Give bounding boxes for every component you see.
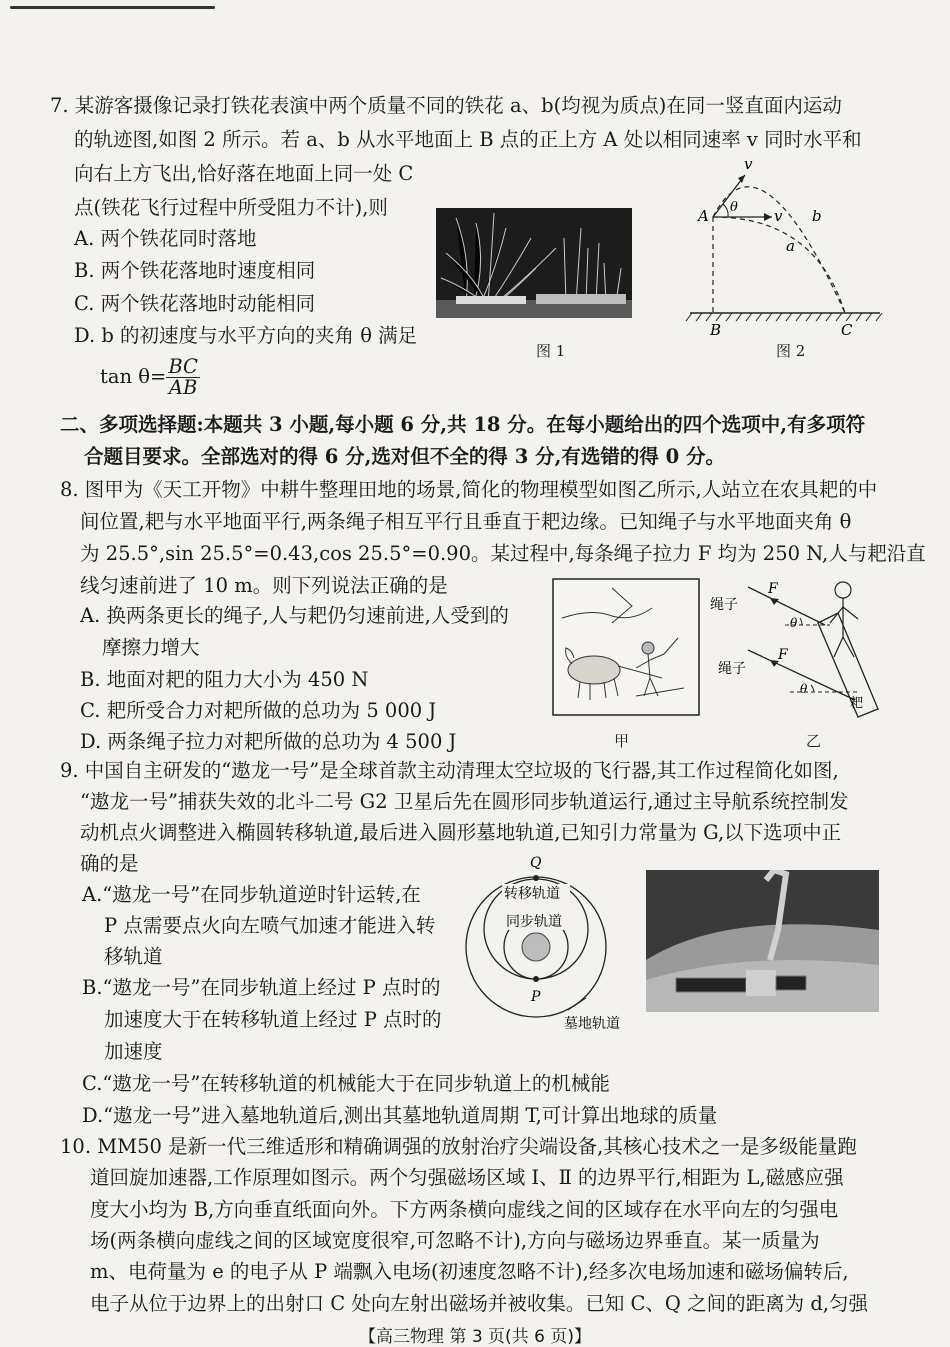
q7-line-4: 点(铁花飞行过程中所受阻力不计),则 (74, 196, 388, 219)
q7-option-d: D. b 的初速度与水平方向的夹角 θ 满足 (74, 324, 418, 347)
q9-option-c: C.“遨龙一号”在转移轨道的机械能大于在同步轨道上的机械能 (82, 1072, 610, 1095)
q9-option-b-cont2: 加速度 (104, 1040, 163, 1063)
fig-space-photo (646, 870, 879, 1012)
rope1-line (748, 587, 825, 625)
q7-formula-num: BC (168, 355, 198, 378)
q8-option-d: D. 两条绳子拉力对耙所做的总功为 4 500 J (80, 730, 457, 753)
q7-option-b: B. 两个铁花落地时速度相同 (74, 259, 316, 282)
q10-line-3: 度大小均为 B,方向垂直纸面向外。下方两条横向虚线之间的区域存在水平向左的匀强电 (90, 1198, 839, 1221)
label-theta: θ (730, 200, 738, 215)
rope1-label: 绳子 (710, 597, 738, 613)
fig-jia-caption: 甲 (614, 732, 630, 750)
q7-formula-fraction (166, 357, 200, 398)
q7-line-1: 7. 某游客摄像记录打铁花表演中两个质量不同的铁花 a、b(均视为质点)在同一竖直面内运动 (50, 94, 842, 117)
label-v-right: v (774, 207, 783, 225)
q8-line-1: 8. 图甲为《天工开物》中耕牛整理田地的场景,简化的物理模型如图乙所示,人站立在农具耙的中 (60, 478, 878, 501)
label-Q: Q (530, 855, 542, 871)
q10-line-4: 场(两条横向虚线之间的区域宽度很窄,可忽略不计),方向与磁场边界垂直。某一质量为 (90, 1229, 820, 1252)
rake-label: 耙 (850, 696, 864, 711)
rope2-label: 绳子 (718, 661, 746, 677)
fig2-caption: 图 2 (776, 342, 806, 360)
fig-orbit-diagram (460, 850, 640, 1035)
q10-line-1: 10. MM50 是新一代三维适形和精确调强的放射治疗尖端设备,其核心技术之一是多级能量跑 (60, 1135, 857, 1158)
q9-line-3: 动机点火调整进入椭圆转移轨道,最后进入圆形墓地轨道,已知引力常量为 G,以下选项中正 (80, 821, 842, 844)
velocity-up-arrow (713, 175, 745, 217)
top-rule (10, 6, 215, 9)
section2-heading-line-1: 二、多项选择题:本题共 3 小题,每小题 6 分,共 18 分。在每小题给出的四个选项中,有多项符 (60, 413, 866, 436)
q7-formula-den: AB (168, 376, 198, 399)
theta2-label: θ (800, 682, 808, 696)
rake-shape (818, 613, 878, 717)
F2-label: F (778, 647, 788, 663)
label-a: a (786, 237, 795, 255)
fig-yi-force-diagram (710, 575, 890, 720)
q8-option-a-cont: 摩擦力增大 (102, 636, 200, 659)
theta1-label: θ (790, 616, 798, 630)
label-b: b (812, 207, 822, 225)
q8-option-a: A. 换两条更长的绳子,人与耙仍匀速前进,人受到的 (80, 604, 509, 627)
q9-line-1: 9. 中国自主研发的“遨龙一号”是全球首款主动清理太空垃圾的飞行器,其工作过程简化如图, (60, 759, 839, 782)
label-v-up: v (744, 155, 753, 173)
fig-yi-caption: 乙 (806, 732, 822, 750)
q10-line-5: m、电荷量为 e 的电子从 P 端飘入电场(初速度忽略不计),经多次电场加速和磁场偏转后, (90, 1260, 849, 1283)
page-footer: 【高三物理 第 3 页(共 6 页)】 (359, 1327, 591, 1347)
q8-option-b: B. 地面对耙的阻力大小为 450 N (80, 668, 369, 691)
q7-line-2: 的轨迹图,如图 2 所示。若 a、b 从水平地面上 B 点的正上方 A 处以相同速率 v 同时水平和 (74, 128, 862, 151)
q8-line-4: 线匀速前进了 10 m。则下列说法正确的是 (80, 574, 448, 597)
earth (522, 933, 550, 961)
q9-line-2: “遨龙一号”捕获失效的北斗二号 G2 卫星后先在圆形同步轨道运行,通过主导航系统控制发 (80, 790, 849, 813)
label-P: P (531, 989, 541, 1005)
F1-label: F (768, 581, 778, 597)
label-C: C (841, 321, 853, 339)
q9-option-a: A.“遨龙一号”在同步轨道逆时针运转,在 (82, 883, 421, 906)
q7-option-a: A. 两个铁花同时落地 (74, 227, 257, 250)
q9-line-4: 确的是 (80, 852, 139, 875)
label-A: A (698, 207, 709, 225)
label-sync-orbit: 同步轨道 (506, 914, 562, 930)
q7-formula-lhs: tan θ= (100, 365, 167, 388)
fig1-fireworks-photo (436, 208, 632, 318)
q7-line-3: 向右上方飞出,恰好落在地面上同一处 C (74, 162, 414, 185)
label-grave-orbit: 墓地轨道 (564, 1016, 620, 1032)
fig1-caption: 图 1 (536, 342, 566, 360)
label-transfer-orbit: 转移轨道 (504, 886, 560, 902)
q8-line-2: 间位置,耙与水平地面平行,两条绳子相互平行且垂直于耙边缘。已知绳子与水平地面夹角 θ (80, 510, 852, 533)
fig-jia-ox-plowing (552, 578, 700, 716)
q10-line-6: 电子从位于边界上的出射口 C 处向左射出磁场并被收集。已知 C、Q 之间的距离为 d,匀强 (90, 1292, 869, 1315)
q9-option-b: B.“遨龙一号”在同步轨道上经过 P 点时的 (82, 976, 441, 999)
trajectory-a (713, 217, 845, 313)
q9-option-d: D.“遨龙一号”进入墓地轨道后,测出其墓地轨道周期 T,可计算出地球的质量 (82, 1104, 718, 1127)
q7-formula (100, 353, 200, 401)
q7-option-c: C. 两个铁花落地时动能相同 (74, 292, 316, 315)
q9-option-a-cont1: P 点需要点火向左喷气加速才能进入转 (104, 914, 436, 937)
section2-heading-line-2: 合题目要求。全部选对的得 6 分,选对但不全的得 3 分,有选错的得 0 分。 (84, 445, 726, 468)
q8-option-c: C. 耙所受合力对耙所做的总功为 5 000 J (80, 699, 437, 722)
q10-line-2: 道回旋加速器,工作原理如图示。两个匀强磁场区域 Ⅰ、Ⅱ 的边界平行,相距为 L,磁感应强 (90, 1166, 844, 1189)
label-B: B (710, 321, 722, 339)
q9-option-b-cont1: 加速度大于在转移轨道上经过 P 点时的 (104, 1008, 442, 1031)
q9-option-a-cont2: 移轨道 (104, 945, 163, 968)
q8-line-3: 为 25.5°,sin 25.5°=0.43,cos 25.5°=0.90。某过程中,每条绳子拉力 F 均为 250 N,人与耙沿直 (80, 542, 926, 565)
fig2-trajectory-diagram (680, 155, 890, 340)
